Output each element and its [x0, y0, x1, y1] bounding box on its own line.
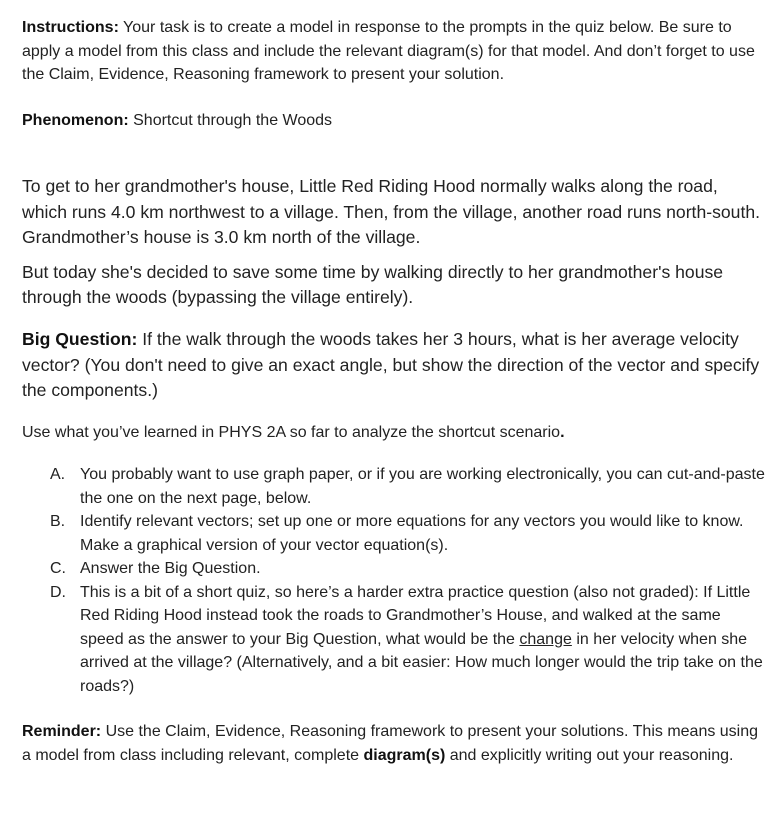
- quiz-list: [22, 463, 767, 698]
- big-question-paragraph: [22, 327, 767, 404]
- phenomenon-label: Phenomenon:: [22, 111, 129, 129]
- quiz-item-text: You probably want to use graph paper, or if you are working electronically, you can cut-and-paste the one on the next page, below.: [80, 466, 765, 507]
- quiz-item-text: Identify relevant vectors; set up one or more equations for any vectors you would like to know. Make a graphical version of your vector equation(s).: [80, 513, 744, 554]
- shortcut-paragraph: But today she's decided to save some time by walking directly to her grandmother's house through the woods (bypassing the village entirely).: [22, 261, 724, 308]
- reminder-text-after: and explicitly writing out your reasoning.: [445, 746, 734, 764]
- quiz-marker: A.: [50, 466, 66, 484]
- intro-paragraph: To get to her grandmother's house, Little Red Riding Hood normally walks along the road, which runs 4.0 km northwest to a village. Then, from the village, another road runs north-south. Grandmother’s house is 3.0 km north of the village.: [22, 176, 761, 248]
- reminder-text-before: Use the Claim, Evidence, Reasoning framework to present your solutions. This means using a model from class including relevant, complete: [22, 723, 759, 764]
- use-text: Use what you’ve learned in PHYS 2A so far to analyze the shortcut scenario: [22, 423, 561, 441]
- phenomenon-paragraph: [22, 109, 767, 133]
- big-question-label: Big Question:: [22, 328, 138, 349]
- quiz-item-underlined: change: [519, 630, 572, 648]
- quiz-marker: C.: [50, 560, 66, 578]
- instructions-paragraph: [22, 16, 767, 87]
- instructions-text: Your task is to create a model in response to the prompts in the quiz below. Be sure to apply a model from this class and include the relevant diagram(s) for that model. And don’t forget to use the Claim, Evidence, Reasoning framework to present your solution.: [22, 19, 755, 83]
- use-period: .: [560, 423, 565, 441]
- quiz-item-a: [22, 463, 767, 510]
- quiz-item-text-before: This is a bit of a short quiz, so here’s a harder extra practice question (also not graded): If Little Red Riding Hood instead took the roads to Grandmother’s House, and walked at the same speed as the answer to your Big Question, what would be the: [80, 583, 751, 648]
- phenomenon-text: Shortcut through the Woods: [128, 111, 333, 129]
- reminder-label: Reminder:: [22, 723, 102, 741]
- quiz-item-b: [22, 510, 767, 557]
- quiz-marker: B.: [50, 513, 66, 531]
- instructions-label: Instructions:: [22, 19, 119, 36]
- quiz-item-text-after: in her velocity when she arrived at the village? (Alternatively, and a bit easier: How much longer would the trip take on the roads?): [80, 630, 763, 695]
- quiz-item-c: [22, 557, 767, 581]
- reminder-bold: diagram(s): [363, 746, 446, 764]
- quiz-item-d: [22, 581, 767, 699]
- quiz-item-text: Answer the Big Question.: [80, 560, 261, 578]
- use-paragraph: [22, 421, 767, 445]
- quiz-marker: D.: [50, 583, 66, 601]
- quiz-document: [22, 16, 767, 767]
- big-question-text: If the walk through the woods takes her 3 hours, what is her average velocity vector? (You don't need to give an exact angle, but show the direction of the vector and specify the components.): [22, 328, 760, 401]
- reminder-paragraph: [22, 720, 767, 767]
